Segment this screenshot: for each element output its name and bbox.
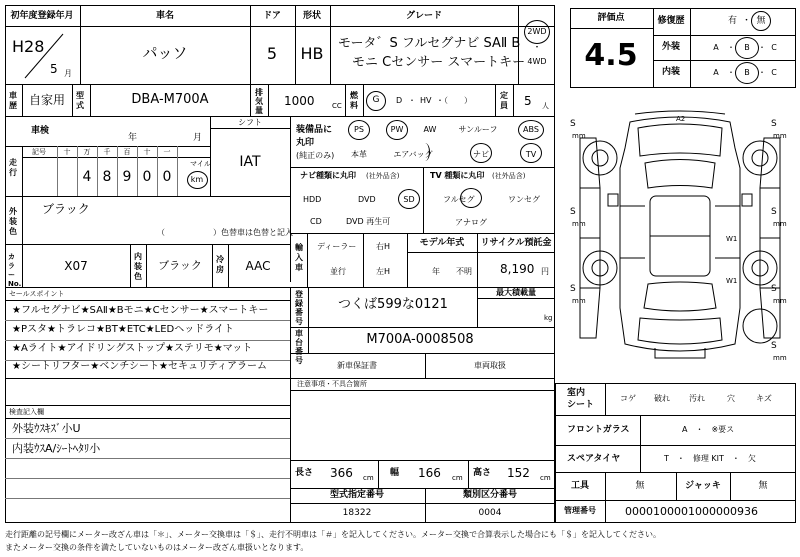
digit-label-5: 一 (163, 148, 171, 156)
management-value: 0000100001000000936 (625, 505, 758, 518)
class-number: 0004 (478, 508, 502, 518)
model-year-unknown: 不明 (456, 267, 472, 276)
fuel-other: ・（ ） (436, 96, 472, 105)
equip-airbag-mark (420, 143, 430, 161)
equipment-label-2: 丸印 (296, 138, 315, 148)
height-label: 高さ (473, 468, 492, 478)
diag-mm-6: mm (773, 297, 787, 305)
footer-line1: 走行距離の記号欄にメーター改ざん車は「＊」、メーター交換車は「＄」、走行不明車は「＃」を記入してください。メーター交換で合算表示した場合にも「＄」を記入してください。 (5, 530, 661, 539)
equipment-label-1: 装備品に (296, 125, 333, 135)
diag-w1-1: W1 (726, 235, 738, 243)
front-glass-options: A ・ ※要ス (682, 425, 735, 434)
navi-label: ナビ種類に丸印 (300, 171, 356, 180)
sales-point-4: ★シートリフター★ベンチシート★セキュリティアラーム (12, 361, 267, 372)
model-year-unit: 年 (432, 267, 440, 276)
digit-label-4: 十 (143, 148, 151, 156)
exterior-grade-label: 外装 (661, 42, 681, 52)
color-no-label: カラーNo. (8, 253, 22, 288)
mileage-digit-1: 8 (102, 169, 112, 185)
drive-4wd: 4WD (527, 57, 547, 66)
shift-value: IAT (239, 154, 261, 170)
capacity-label: 定員 (500, 91, 508, 110)
diag-mm-7: mm (773, 354, 787, 362)
fuel-g: G (372, 95, 380, 105)
inspection-year-unit: 年 (128, 133, 138, 143)
width-unit: cm (452, 474, 463, 482)
exterior-color: ブラック (42, 202, 90, 216)
repair-no: 無 (756, 16, 766, 26)
warranty-label: 新車保証書 (337, 361, 377, 370)
seat-tear: 破れ (654, 394, 670, 403)
body-type-label: 形状 (302, 11, 322, 21)
inspection-label: 車検 (30, 126, 50, 136)
mile-label: マイル (190, 160, 211, 168)
fuel-sep1: ・ (408, 96, 416, 105)
tv-label: TV 種類に丸印 (430, 171, 485, 180)
diag-mm-5: mm (572, 297, 586, 305)
equip-sunroof: サンルーフ (458, 125, 498, 134)
digit-label-0: 十 (63, 148, 71, 156)
diag-s-2: S (771, 119, 777, 129)
displacement-label: 排気量 (255, 88, 263, 115)
jack-value: 無 (758, 481, 768, 491)
drive-2wd: 2WD (527, 27, 547, 36)
height-unit: cm (540, 474, 551, 482)
inspector-note-2: 内装ｳｽA/ｼｰﾄﾍﾀﾘ小 (12, 442, 101, 455)
width-value: 166 (418, 466, 441, 480)
repair-sep: ・ (742, 16, 752, 26)
doors: 5 (266, 44, 278, 63)
digit-label-1: 万 (83, 148, 91, 156)
diag-s-6: S (771, 284, 777, 294)
diag-mm-4: mm (773, 220, 787, 228)
exterior-color-label: 外装色 (9, 207, 17, 236)
width-label: 幅 (390, 468, 400, 478)
exterior-a: A (713, 43, 719, 52)
diag-s-5: S (570, 284, 576, 294)
interior-a: A (713, 68, 719, 77)
vehicle-use-label: 車歴 (9, 91, 17, 110)
aircon: AAC (245, 259, 271, 273)
capacity-unit: 人 (542, 102, 549, 110)
equip-airbag: エアバッグ (393, 150, 433, 159)
sales-points-label: セールスポイント (9, 290, 65, 298)
capacity-value: 5 (524, 94, 532, 108)
shift-label: シフト (238, 118, 262, 127)
repair-history-label: 修復歴 (657, 16, 685, 26)
equip-navi: ナビ (473, 150, 489, 159)
inspection-month-unit: 月 (193, 133, 203, 143)
vehicle-use: 自家用 (28, 93, 66, 107)
diag-w1-2: W1 (726, 277, 738, 285)
height-value: 152 (507, 466, 530, 480)
interior-color-label: 内装色 (134, 252, 142, 281)
digit-label-2: 千 (103, 148, 111, 156)
max-load-unit: kg (544, 314, 553, 322)
grade-line1: モータ゛S フルセグナビ SAⅡ B (338, 36, 521, 51)
length-unit: cm (363, 474, 374, 482)
seat-dirt: 汚れ (689, 394, 705, 403)
registration-value: つくば599な0121 (338, 297, 448, 312)
seat-burn: コゲ (620, 394, 636, 403)
length-label: 長さ (295, 468, 314, 478)
navi-dvd: DVD (358, 195, 376, 204)
digit-label-3: 百 (123, 148, 131, 156)
length-value: 366 (330, 466, 353, 480)
model-value: DBA-M700A (131, 92, 209, 107)
seat-hole: 穴 (727, 394, 735, 403)
class-number-label: 類別区分番号 (462, 490, 518, 500)
displacement-unit: CC (332, 102, 342, 110)
tv-analog: アナログ (455, 218, 487, 227)
interior-c: C (771, 68, 777, 77)
exterior-sep1: ・ (727, 43, 735, 52)
tools-value: 無 (635, 481, 645, 491)
import-dealer: ディーラー (317, 242, 357, 251)
diag-mm-2: mm (773, 132, 787, 140)
inspector-notes-label: 検査記入欄 (9, 408, 44, 416)
navi-dvd-play: DVD 再生可 (346, 217, 391, 226)
sales-point-3: ★Aライト★アイドリングストップ★ステリモ★マット (12, 343, 253, 354)
exterior-b: B (744, 43, 750, 52)
import-label: 輸入車 (295, 243, 303, 272)
mileage-digit-0: 4 (82, 169, 92, 185)
max-load-label: 最大積載量 (496, 288, 536, 297)
seat-scratch: キズ (756, 394, 772, 403)
grade-label: グレード (405, 11, 443, 21)
tools-label: 工具 (570, 481, 590, 491)
score-label: 評価点 (597, 13, 625, 23)
interior-sep2: ・ (758, 68, 766, 77)
sales-point-1: ★フルセグナビ★SAⅡ★Bモニ★Cセンサー★スマートキー (12, 305, 269, 316)
fuel-hv: HV (420, 96, 432, 105)
model-year-label: モデル年式 (419, 238, 465, 248)
interior-grade-label: 内装 (661, 67, 681, 77)
diag-s-7: S (771, 341, 777, 351)
exterior-color-note: （ ）色替車は色替と記入 (157, 228, 293, 237)
import-left: 左H (376, 267, 391, 276)
equip-tv: TV (525, 150, 537, 159)
tv-oneseg: ワンセグ (508, 195, 540, 204)
drive-dot: ・ (532, 43, 542, 53)
mileage-label: 走行 (9, 158, 17, 177)
recycle-value: 8,190 (500, 262, 535, 276)
management-label: 管理番号 (564, 506, 596, 515)
navi-sub-label: (社外品含) (366, 172, 400, 180)
navi-hdd: HDD (303, 195, 322, 204)
seat-label-1: 室内 (567, 388, 586, 398)
car-name-label: 車名 (155, 11, 175, 21)
diag-s-4: S (771, 207, 777, 217)
inspector-note-1: 外装ｳｽｷｽﾞ小U (12, 422, 81, 435)
equip-leather: 本革 (351, 150, 367, 159)
first-reg-month-unit: 月 (64, 69, 72, 78)
chassis-label: 車台番号 (295, 329, 303, 365)
navi-sd: SD (403, 195, 415, 204)
sales-point-2: ★Pスタ★トラレコ★BT★ETC★LEDヘッドライト (12, 324, 234, 335)
equip-aw: AW (423, 125, 437, 134)
diag-mm-1: mm (572, 132, 586, 140)
diag-mm-3: mm (572, 220, 586, 228)
diag-s-1: S (570, 119, 576, 129)
type-number: 18322 (342, 508, 372, 518)
diag-a2: A2 (676, 115, 686, 123)
interior-b: B (744, 68, 750, 77)
spare-tire-label: スペアタイヤ (567, 454, 621, 464)
front-glass-label: フロントガラス (567, 425, 630, 435)
fuel-d: D (396, 96, 403, 105)
score-value: 4.5 (584, 38, 638, 73)
type-number-label: 型式指定番号 (329, 490, 385, 500)
recycle-unit: 円 (541, 267, 549, 276)
mileage-digit-3: 0 (142, 169, 152, 185)
car-name: パッソ (142, 44, 188, 62)
chassis-value: M700A-0008508 (366, 332, 474, 347)
body-type: HB (300, 44, 324, 63)
jack-label: ジャッキ (685, 481, 721, 491)
tv-sub-label: (社外品含) (492, 172, 526, 180)
car-damage-diagram (560, 108, 800, 378)
footer-line2: またメーター交換の条件を満たしていないものはメーター改ざん車扱いとなります。 (5, 543, 309, 552)
first-reg-label: 初年度登録年月 (10, 11, 74, 21)
mileage-digit-4: 0 (162, 169, 172, 185)
first-reg-month: 5 (50, 62, 58, 76)
equip-abs: ABS (523, 125, 539, 134)
recycle-label: リサイクル預託金 (480, 238, 552, 248)
first-reg-era: H28 (12, 37, 45, 56)
notes-label: 注意事項・不具合箇所 (297, 380, 367, 388)
color-no: X07 (64, 259, 88, 273)
door-label: ドア (263, 11, 281, 21)
import-parallel: 並行 (330, 267, 346, 276)
import-right: 右H (376, 242, 391, 251)
diag-s-3: S (570, 207, 576, 217)
repair-yes: 有 (728, 16, 738, 26)
aircon-label: 冷房 (216, 255, 224, 274)
equipment-sub-label: (純正のみ) (296, 151, 335, 160)
equip-ps: PS (354, 125, 364, 134)
mileage-digit-2: 9 (122, 169, 132, 185)
equip-pw: PW (390, 125, 404, 134)
km-label: km (190, 175, 204, 184)
exterior-sep2: ・ (758, 43, 766, 52)
interior-sep1: ・ (727, 68, 735, 77)
registration-label: 登録番号 (295, 290, 303, 326)
fuel-label: 燃料 (350, 91, 358, 110)
exterior-c: C (771, 43, 777, 52)
mileage-kiroku-label: 記号 (32, 148, 46, 156)
grade-line2: モニ Cセンサー スマートキー (352, 55, 526, 70)
interior-color: ブラック (158, 259, 202, 272)
navi-cd: CD (310, 217, 322, 226)
model-label: 型式 (76, 91, 84, 110)
spare-tire-options: T ・ 修理 KIT ・ 欠 (664, 454, 756, 463)
tv-fullseg: フルセグ (443, 195, 475, 204)
displacement-value: 1000 (284, 94, 315, 108)
manual-label: 車両取扱 (474, 361, 506, 370)
seat-label-2: シート (567, 400, 595, 410)
